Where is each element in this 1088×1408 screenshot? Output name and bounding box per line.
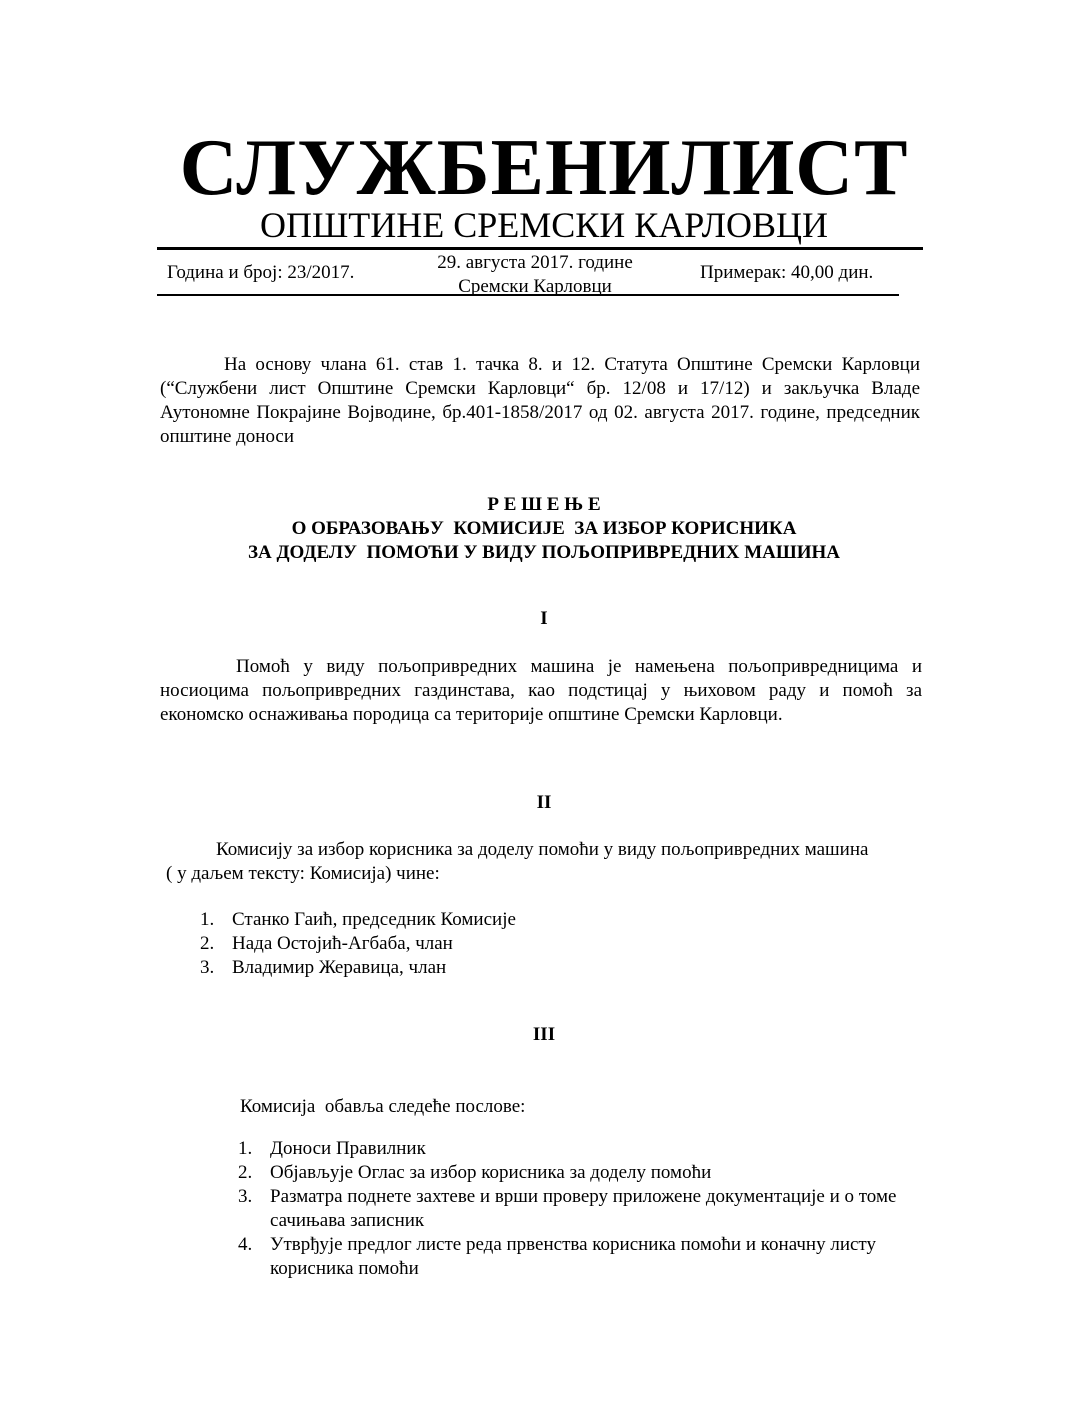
- header-rule-bottom: [157, 294, 899, 296]
- list-item-text: Доноси Правилник: [270, 1138, 426, 1159]
- intro-paragraph: На основу члана 61. став 1. тачка 8. и 12. Статута Општине Сремски Карловци (“Службени лист Општине Сремски Карловци“ бр. 12/08 и 17/12) и закључка Владе Аутономне Покрајине Војводине, бр.401-1858/2017 од 02. августа 2017. године, председник општине доноси: [160, 354, 920, 447]
- decision-heading: [0, 493, 1088, 565]
- list-item: [238, 1161, 928, 1185]
- list-item: [238, 1137, 928, 1161]
- issue-number: Година и број: 23/2017.: [167, 262, 355, 283]
- decision-subject-line-2: ЗА ДОДЕЛУ ПОМОЋИ У ВИДУ ПОЉОПРИВРЕДНИХ МАШИНА: [247, 542, 841, 563]
- list-item-number: 2.: [238, 1162, 253, 1183]
- list-item: [200, 908, 700, 932]
- section-numeral-3: III: [532, 1024, 556, 1045]
- list-item-text: Утврђује предлог листе реда првенства корисника помоћи и коначну листу корисника помоћи: [270, 1234, 876, 1279]
- commission-duties-list: [238, 1137, 928, 1281]
- section-2-line-1: Комисију за избор корисника за доделу помоћи у виду пољопривредних машина: [216, 839, 869, 860]
- section-numeral-1: I: [540, 608, 548, 629]
- list-item-number: 4.: [238, 1234, 253, 1255]
- commission-members-list: [200, 908, 700, 980]
- masthead-subtitle: ОПШТИНЕ СРЕМСКИ КАРЛОВЦИ: [259, 205, 829, 245]
- list-item: [238, 1185, 928, 1233]
- list-item-text: Станко Гаић, председник Комисије: [232, 909, 516, 930]
- section-2-line-2: ( у даљем тексту: Комисија) чине:: [166, 863, 440, 884]
- list-item-text: Нада Остојић-Агбаба, члан: [232, 933, 453, 954]
- issue-date-place: [400, 251, 670, 299]
- header-rule-top: [157, 247, 923, 250]
- section-numeral-2: II: [536, 792, 552, 813]
- decision-title: Р Е Ш Е Њ Е: [487, 494, 601, 515]
- list-item-number: 1.: [200, 909, 215, 930]
- issue-date: 29. августа 2017. године: [437, 252, 633, 273]
- list-item: [200, 956, 700, 980]
- masthead-title: СЛУЖБЕНИЛИСТ: [179, 124, 909, 212]
- list-item-number: 3.: [200, 957, 215, 978]
- decision-subject-line-1: О ОБРАЗОВАЊУ КОМИСИЈЕ ЗА ИЗБОР КОРИСНИКА: [291, 518, 797, 539]
- list-item: [238, 1233, 928, 1281]
- list-item-text: Владимир Жеравица, члан: [232, 957, 447, 978]
- issue-price: Примерак: 40,00 дин.: [700, 262, 874, 283]
- list-item-text: Објављује Оглас за избор корисника за доделу помоћи: [270, 1162, 712, 1183]
- list-item-text: Разматра поднете захтеве и врши проверу приложене документације и о томе сачињава записник: [270, 1186, 897, 1231]
- section-1-paragraph: Помоћ у виду пољопривредних машина је намењена пољопривредницима и носиоцима пољопривредних газдинстава, као подстицај у њиховом раду и помоћ за економско оснаживања породица са територије општине Сремски Карловци.: [160, 656, 922, 725]
- section-2-paragraph: [166, 838, 926, 886]
- list-item-number: 3.: [238, 1186, 253, 1207]
- section-3-paragraph: Комисија обавља следеће послове:: [240, 1096, 526, 1117]
- list-item: [200, 932, 700, 956]
- list-item-number: 1.: [238, 1138, 253, 1159]
- list-item-number: 2.: [200, 933, 215, 954]
- issue-place: Сремски Карловци: [458, 276, 612, 297]
